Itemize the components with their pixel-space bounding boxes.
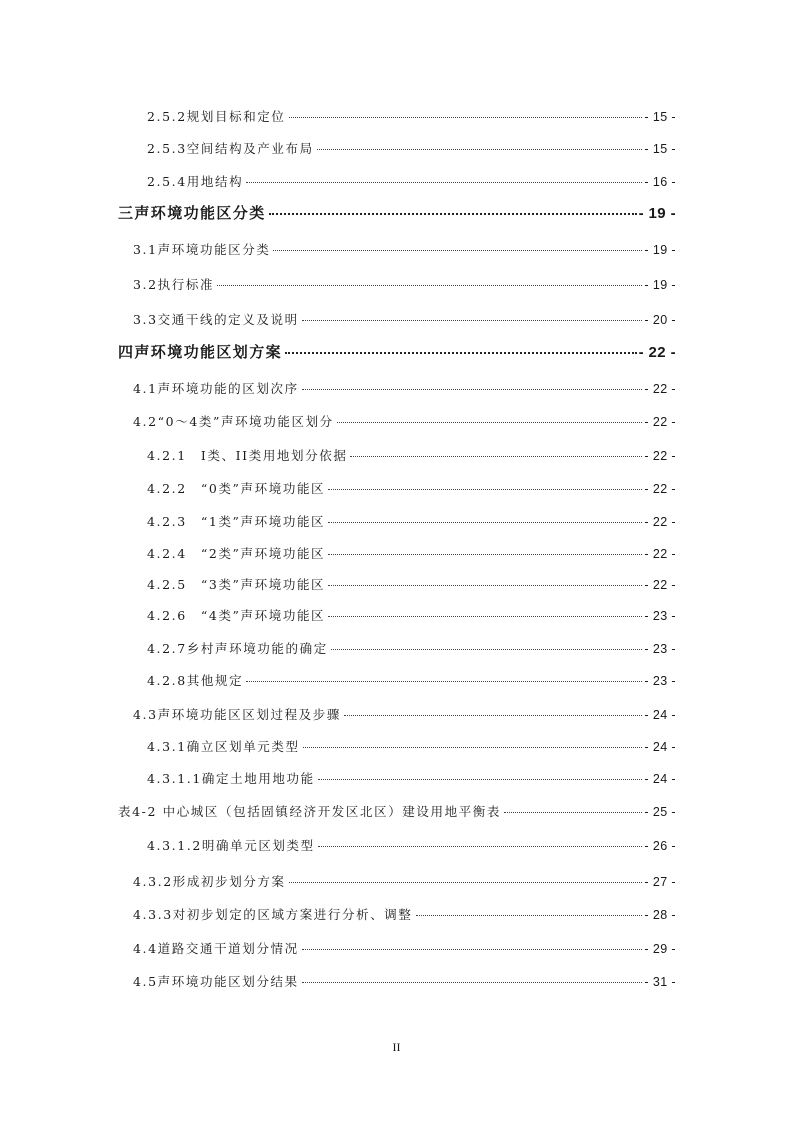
toc-entry-title: 4.3.1确立区划单元类型 bbox=[147, 739, 300, 754]
toc-entry-page: - 26 - bbox=[644, 839, 676, 853]
toc-entry[interactable] bbox=[133, 973, 676, 991]
toc-entry-title: 4.1声环境功能的区划次序 bbox=[133, 381, 299, 396]
toc-leader-dots bbox=[331, 649, 643, 650]
toc-entry-title: 2.5.3空间结构及产业布局 bbox=[147, 141, 314, 156]
toc-entry[interactable] bbox=[133, 413, 676, 431]
toc-leader-dots bbox=[337, 422, 643, 423]
toc-entry-title: 3.2执行标准 bbox=[133, 277, 215, 292]
toc-entry-title: 4.3.3对初步划定的区域方案进行分析、调整 bbox=[133, 907, 413, 922]
toc-entry-page: - 23 - bbox=[644, 674, 676, 688]
toc-entry-title: 4.2.4 “2类”声环境功能区 bbox=[147, 546, 326, 561]
toc-entry-page: - 24 - bbox=[644, 740, 676, 754]
toc-entry-page: - 20 - bbox=[644, 313, 676, 327]
toc-leader-dots bbox=[273, 250, 642, 251]
toc-leader-dots bbox=[302, 320, 643, 321]
toc-entry-page: - 22 - bbox=[644, 482, 676, 496]
toc-leader-dots bbox=[328, 522, 642, 523]
toc-entry[interactable] bbox=[147, 545, 676, 563]
toc-entry-title: 四声环境功能区划方案 bbox=[118, 343, 283, 361]
toc-entry-page: - 22 - bbox=[644, 449, 676, 463]
toc-entry[interactable] bbox=[147, 770, 676, 788]
toc-entry[interactable] bbox=[147, 837, 676, 855]
toc-leader-dots bbox=[328, 489, 642, 490]
toc-leader-dots bbox=[328, 616, 642, 617]
toc-entry-title: 4.3.1.2明确单元区划类型 bbox=[147, 838, 315, 853]
toc-entry-page: - 22 - bbox=[644, 382, 676, 396]
toc-entry[interactable] bbox=[133, 311, 676, 329]
toc-leader-dots bbox=[289, 117, 643, 118]
toc-leader-dots bbox=[302, 389, 643, 390]
toc-entry-title: 4.3.2形成初步划分方案 bbox=[133, 874, 286, 889]
toc-entry[interactable] bbox=[147, 513, 676, 531]
toc-leader-dots bbox=[289, 882, 643, 883]
toc-leader-dots bbox=[504, 812, 642, 813]
toc-leader-dots bbox=[302, 982, 643, 983]
toc-entry-page: - 27 - bbox=[644, 875, 676, 889]
toc-entry-title: 2.5.4用地结构 bbox=[147, 174, 244, 189]
toc-leader-dots bbox=[246, 681, 642, 682]
toc-entry-title: 表4-2 中心城区（包括固镇经济开发区北区）建设用地平衡表 bbox=[118, 804, 502, 819]
toc-entry[interactable] bbox=[147, 672, 676, 690]
page-number: II bbox=[392, 1040, 401, 1054]
toc-entry[interactable] bbox=[133, 241, 676, 259]
toc-entry[interactable] bbox=[133, 380, 676, 398]
toc-entry-page: - 22 - bbox=[644, 578, 676, 592]
toc-entry-page: - 19 - bbox=[638, 205, 676, 222]
toc-entry[interactable] bbox=[147, 108, 676, 126]
toc-entry-title: 三声环境功能区分类 bbox=[118, 204, 266, 222]
toc-entry[interactable] bbox=[147, 607, 676, 625]
toc-entry[interactable] bbox=[133, 906, 676, 924]
toc-entry-page: - 25 - bbox=[644, 805, 676, 819]
toc-leader-dots bbox=[328, 554, 642, 555]
toc-entry-page: - 15 - bbox=[644, 142, 676, 156]
toc-entry[interactable] bbox=[118, 204, 676, 223]
toc-entry[interactable] bbox=[147, 576, 676, 594]
toc-entry-page: - 22 - bbox=[638, 344, 676, 361]
toc-entry-page: - 31 - bbox=[644, 975, 676, 989]
toc-entry[interactable] bbox=[147, 173, 676, 191]
toc-leader-dots bbox=[344, 715, 642, 716]
toc-entry[interactable] bbox=[147, 447, 676, 465]
toc-entry[interactable] bbox=[133, 873, 676, 891]
toc-entry-page: - 23 - bbox=[644, 609, 676, 623]
toc-leader-dots bbox=[350, 456, 642, 457]
toc-leader-dots bbox=[217, 285, 642, 286]
toc-entry-title: 4.2.6 “4类”声环境功能区 bbox=[147, 608, 326, 623]
toc-entry-page: - 22 - bbox=[644, 547, 676, 561]
toc-leader-dots bbox=[318, 779, 643, 780]
toc-entry-page: - 22 - bbox=[644, 415, 676, 429]
toc-entry-page: - 22 - bbox=[644, 515, 676, 529]
toc-leader-dots bbox=[303, 747, 643, 748]
toc-entry-title: 4.2.7乡村声环境功能的确定 bbox=[147, 641, 328, 656]
toc-entry-title: 4.4道路交通干道划分情况 bbox=[133, 941, 299, 956]
toc-entry-title: 4.2.3 “1类”声环境功能区 bbox=[147, 514, 326, 529]
toc-entry[interactable] bbox=[133, 706, 676, 724]
toc-entry-title: 3.1声环境功能区分类 bbox=[133, 242, 271, 257]
toc-entry[interactable] bbox=[147, 738, 676, 756]
toc-entry-title: 4.2.5 “3类”声环境功能区 bbox=[147, 577, 326, 592]
toc-entry[interactable] bbox=[133, 940, 676, 958]
toc-entry-page: - 24 - bbox=[644, 708, 676, 722]
toc-entry-title: 4.2“0～4类”声环境功能区划分 bbox=[133, 414, 334, 429]
toc-leader-dots bbox=[302, 949, 643, 950]
toc-entry-title: 4.2.1 I类、II类用地划分依据 bbox=[147, 448, 348, 463]
toc-entry[interactable] bbox=[118, 343, 676, 362]
toc-entry-page: - 23 - bbox=[644, 642, 676, 656]
toc-entry-title: 4.3声环境功能区区划过程及步骤 bbox=[133, 707, 341, 722]
toc-entry-page: - 19 - bbox=[644, 243, 676, 257]
toc-entry-page: - 28 - bbox=[644, 908, 676, 922]
toc-entry-title: 4.3.1.1确定土地用地功能 bbox=[147, 771, 315, 786]
toc-leader-dots bbox=[328, 585, 642, 586]
toc-entry-page: - 19 - bbox=[644, 278, 676, 292]
toc-entry-page: - 24 - bbox=[644, 772, 676, 786]
toc-entry[interactable] bbox=[118, 803, 676, 821]
toc-entry-title: 4.2.8其他规定 bbox=[147, 673, 244, 688]
toc-entry[interactable] bbox=[133, 276, 676, 294]
toc-leader-dots bbox=[317, 149, 643, 150]
toc-entry-title: 4.2.2 “0类”声环境功能区 bbox=[147, 481, 326, 496]
toc-entry[interactable] bbox=[147, 140, 676, 158]
toc-entry-title: 4.5声环境功能区划分结果 bbox=[133, 974, 299, 989]
toc-entry-title: 3.3交通干线的定义及说明 bbox=[133, 312, 299, 327]
toc-entry-page: - 15 - bbox=[644, 110, 676, 124]
toc-entry[interactable] bbox=[147, 640, 676, 658]
toc-entry-page: - 29 - bbox=[644, 942, 676, 956]
toc-leader-dots bbox=[285, 352, 637, 354]
toc-leader-dots bbox=[269, 213, 637, 215]
toc-leader-dots bbox=[416, 915, 643, 916]
toc-entry-title: 2.5.2规划目标和定位 bbox=[147, 109, 286, 124]
toc-leader-dots bbox=[246, 182, 642, 183]
toc-leader-dots bbox=[318, 846, 643, 847]
toc-entry-page: - 16 - bbox=[644, 175, 676, 189]
toc-entry[interactable] bbox=[147, 480, 676, 498]
